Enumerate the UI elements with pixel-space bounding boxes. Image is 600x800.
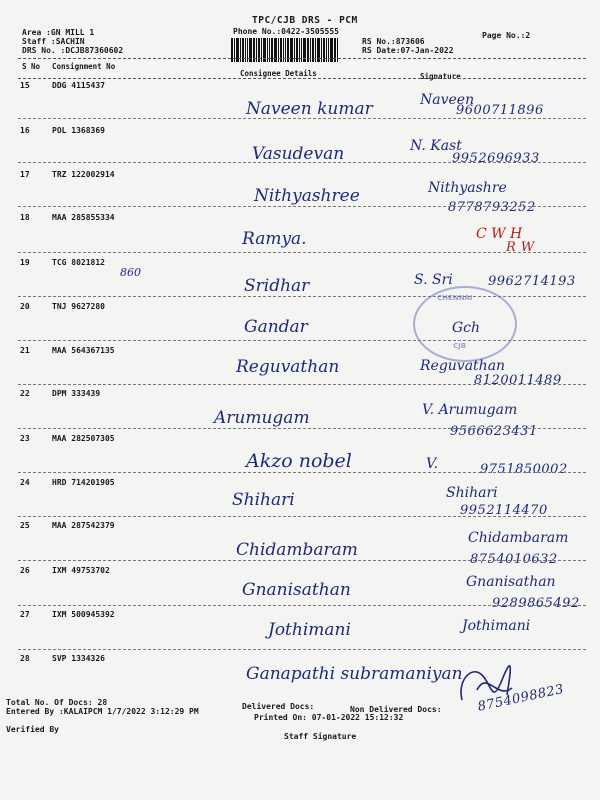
document-title: TPC/CJB DRS - PCM xyxy=(252,15,358,26)
consignee-name: Sridhar xyxy=(244,276,310,296)
consignee-name: Nithyashree xyxy=(254,186,360,206)
signature: Reguvathan xyxy=(420,358,506,374)
scribble-signature xyxy=(452,660,522,710)
signature: N. Kast xyxy=(410,138,462,154)
row-sno: 28 xyxy=(20,654,30,663)
verified-by: Verified By xyxy=(6,725,59,734)
phone: 8120011489 xyxy=(474,373,562,388)
row-consignment: POL 1368369 xyxy=(52,126,105,135)
entered-by: Entered By :KALAIPCM 1/7/2022 3:12:29 PM xyxy=(6,707,199,716)
signature: S. Sri xyxy=(414,272,453,288)
row-consignment: DPM 333439 xyxy=(52,389,101,398)
signature: Naveen xyxy=(420,92,475,108)
delivered-docs: Delivered Docs: xyxy=(242,702,315,711)
consignee-name: Gnanisathan xyxy=(242,580,351,600)
row-sno: 20 xyxy=(20,302,30,311)
row-sno: 18 xyxy=(20,213,30,222)
phone: 9751850002 xyxy=(480,462,568,477)
consignee-name: Shihari xyxy=(232,490,295,510)
consignee-name: Jothimani xyxy=(268,620,351,640)
row-sno: 17 xyxy=(20,170,30,179)
row-sno: 26 xyxy=(20,566,30,575)
signature: Nithyashre xyxy=(428,180,507,196)
row-sno: 25 xyxy=(20,521,30,530)
consignee-name: Arumugam xyxy=(214,408,310,428)
rs-date: RS Date:07-Jan-2022 xyxy=(362,46,454,55)
row-sno: 15 xyxy=(20,81,30,90)
signature: Gnanisathan xyxy=(466,574,556,590)
row-sno: 23 xyxy=(20,434,30,443)
row-sno: 21 xyxy=(20,346,30,355)
rubber-stamp xyxy=(413,286,517,362)
signature: Chidambaram xyxy=(468,530,569,546)
row-consignment: TRZ 122002914 xyxy=(52,170,115,179)
phone-number: Phone No.:0422-3505555 xyxy=(233,27,339,36)
row-consignment: IXM 49753702 xyxy=(52,566,110,575)
consignee-name: Naveen kumar xyxy=(246,99,373,119)
row-consignment: TCG 8021812 xyxy=(52,258,105,267)
staff-label: Staff :SACHIN xyxy=(22,37,85,46)
phone: 8754010632 xyxy=(470,552,558,567)
total-docs: Total No. Of Docs: 28 xyxy=(6,698,108,707)
consignee-name: Akzo nobel xyxy=(246,450,352,472)
margin-note: 860 xyxy=(120,266,141,279)
stamp-text-bottom: CJB xyxy=(453,342,467,350)
row-consignment: HRD 714201905 xyxy=(52,478,115,487)
signature: V. xyxy=(426,456,439,472)
signature: Gch xyxy=(452,320,481,336)
phone: 8754098823 xyxy=(476,681,566,715)
row-sno: 24 xyxy=(20,478,30,487)
row-sno: 27 xyxy=(20,610,30,619)
phone: 9289865492 xyxy=(492,596,580,611)
consignee-name: Gandar xyxy=(244,317,308,337)
rs-number: RS No.:873606 xyxy=(362,37,425,46)
row-consignment: MAA 285855334 xyxy=(52,213,115,222)
signature: Shihari xyxy=(446,485,498,501)
drs-number: DRS No. :DCJB87360602 xyxy=(22,46,124,55)
row-sno: 16 xyxy=(20,126,30,135)
column-sno: S No xyxy=(22,62,41,71)
row-consignment: IXM 500945392 xyxy=(52,610,115,619)
row-sno: 19 xyxy=(20,258,30,267)
printed-on: Printed On: 07-01-2022 15:12:32 xyxy=(254,713,404,722)
phone: R W xyxy=(506,240,535,255)
consignee-name: Ramya. xyxy=(242,229,307,249)
consignee-name: Vasudevan xyxy=(252,144,345,164)
row-consignment: MAA 287542379 xyxy=(52,521,115,530)
row-consignment: DDG 4115437 xyxy=(52,81,105,90)
column-consignment: Consignment No xyxy=(52,62,116,71)
consignee-name: Chidambaram xyxy=(236,540,358,560)
column-consignee: Consignee Details xyxy=(240,69,317,78)
phone: 8778793252 xyxy=(448,200,536,215)
row-consignment: SVP 1334326 xyxy=(52,654,105,663)
consignee-name: Ganapathi subramaniyan xyxy=(246,664,463,684)
stamp-text-top: CHENNAI xyxy=(437,294,473,302)
signature: V. Arumugam xyxy=(422,402,518,418)
row-consignment: MAA 282507305 xyxy=(52,434,115,443)
row-consignment: MAA 564367135 xyxy=(52,346,115,355)
staff-signature: Staff Signature xyxy=(284,732,357,741)
area-label: Area :GN MILL 1 xyxy=(22,28,95,37)
phone: 9952696933 xyxy=(452,151,540,166)
phone: 9952114470 xyxy=(460,503,548,518)
row-sno: 22 xyxy=(20,389,30,398)
phone: 9566623431 xyxy=(450,424,538,439)
phone: 9600711896 xyxy=(456,103,544,118)
phone: 9962714193 xyxy=(488,274,576,289)
column-signature: Signature xyxy=(420,72,461,81)
non-delivered-docs: Non Delivered Docs: xyxy=(350,705,442,714)
signature: C W H xyxy=(476,226,523,242)
row-consignment: TNJ 9627280 xyxy=(52,302,105,311)
page-number: Page No.:2 xyxy=(482,31,531,40)
signature: Jothimani xyxy=(462,618,531,634)
consignee-name: Reguvathan xyxy=(236,357,340,377)
